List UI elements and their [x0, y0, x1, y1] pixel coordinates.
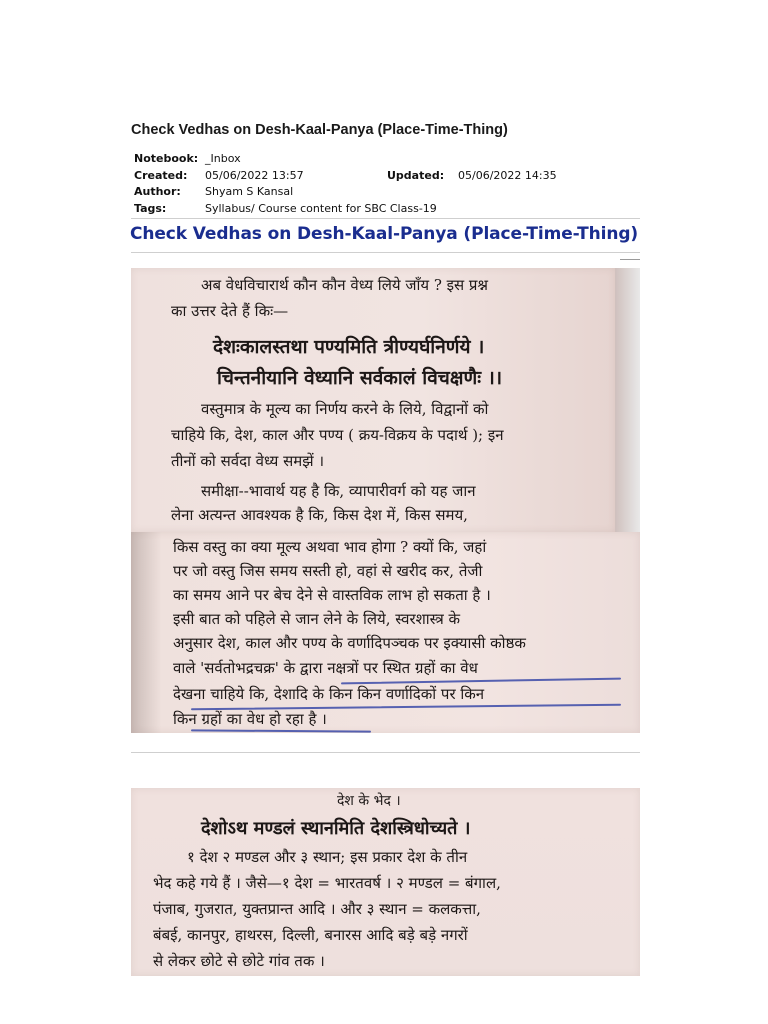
note-heading: Check Vedhas on Desh-Kaal-Panya (Place-Time-Thing) [130, 224, 639, 244]
created-value: 05/06/2022 13:57 [205, 168, 304, 182]
tags-label: Tags: [134, 201, 167, 215]
notebook-label: Notebook: [134, 152, 199, 165]
tags-value: Syllabus/ Course content for SBC Class-19 [205, 201, 437, 215]
scan1-line: का उत्तर देते हैं किः— [171, 302, 289, 320]
scan3-line: पंजाब, गुजरात, युक्तप्रान्त आदि । और ३ स्थान = कलकत्ता, [153, 900, 481, 918]
scan3-line: १ देश २ मण्डल और ३ स्थान; इस प्रकार देश के तीन [187, 848, 468, 866]
scan1-line: वस्तुमात्र के मूल्य का निर्णय करने के लिये, विद्वानों को [201, 400, 489, 418]
scan1-line: समीक्षा--भावार्थ यह है कि, व्यापारीवर्ग को यह जान [201, 482, 476, 500]
scanned-page-excerpt-2 [131, 532, 640, 733]
scan1-page-edge [615, 268, 640, 532]
scan2-line: किस वस्तु का क्या मूल्य अथवा भाव होगा ? क्यों कि, जहां [173, 538, 487, 556]
created-label: Created: [134, 168, 188, 182]
updated-label: Updated: [387, 168, 445, 182]
scan2-line: का समय आने पर बेच देने से वास्तविक लाभ हो सकता है । [173, 586, 491, 604]
scan2-line: किन ग्रहों का वेध हो रहा है । [173, 710, 327, 728]
scan3-line: भेद कहे गये हैं । जैसे—१ देश = भारतवर्ष । २ मण्डल = बंगाल, [153, 874, 501, 892]
scan3-verse-line: देशोऽथ मण्डलं स्थानमिति देशस्त्रिधोच्यते । [201, 818, 471, 839]
scan2-line: देखना चाहिये कि, देशादि के किन किन वर्णादिकों पर किन [173, 685, 485, 703]
metadata-row-notebook [134, 151, 640, 168]
pen-underline [191, 729, 371, 732]
metadata-row-author [134, 184, 640, 201]
scan1-line: तीनों को सर्वदा वेध्य समझें । [171, 452, 325, 470]
scan1-line: अब वेधविचारार्थ कौन कौन वेध्य लिये जाँय ? इस प्रश्न [201, 276, 489, 294]
metadata-row-dates [134, 168, 640, 185]
scan2-line: पर जो वस्तु जिस समय सस्ती हो, वहां से खरीद कर, तेजी [173, 562, 483, 580]
scan1-verse-line: चिन्तनीयानि वेध्यानि सर्वकालं विचक्षणैः ।। [217, 367, 503, 389]
pen-underline [341, 678, 621, 685]
scan1-line: चाहिये कि, देश, काल और पण्य ( क्रय-विक्रय के पदार्थ ); इन [171, 426, 504, 444]
scan3-section-heading: देश के भेद । [337, 793, 401, 809]
updated-value: 05/06/2022 14:35 [458, 168, 557, 182]
pen-underline [191, 704, 621, 711]
heading-divider [131, 252, 640, 253]
scanned-page-excerpt-3 [131, 788, 640, 976]
notebook-value: _Inbox [205, 152, 241, 165]
metadata-divider [131, 218, 640, 219]
scanned-page-excerpt-1 [131, 268, 615, 532]
heading-divider-stub [620, 259, 640, 260]
author-value: Shyam S Kansal [205, 185, 294, 198]
note-title: Check Vedhas on Desh-Kaal-Panya (Place-Time-Thing) [131, 122, 508, 138]
scan2-line: इसी बात को पहिले से जान लेने के लिये, स्वरशास्त्र के [173, 610, 461, 628]
author-label: Author: [134, 185, 181, 198]
scan3-line: से लेकर छोटे से छोटे गांव तक । [153, 952, 325, 970]
scan1-line: लेना अत्यन्त आवश्यक है कि, किस देश में, किस समय, [171, 506, 468, 524]
scan1-verse-line: देशःकालस्तथा पण्यमिति त्रीण्यर्घनिर्णये । [213, 336, 485, 358]
scan2-line: अनुसार देश, काल और पण्य के वर्णादिपञ्चक पर इक्यासी कोष्ठक [173, 634, 526, 652]
metadata-row-tags [134, 201, 640, 218]
scan2-line: वाले 'सर्वतोभद्रचक्र' के द्वारा नक्षत्रों पर स्थित ग्रहों का वेध [173, 659, 478, 677]
image-divider [131, 752, 640, 753]
note-metadata [134, 151, 640, 217]
scan3-line: बंबई, कानपुर, हाथरस, दिल्ली, बनारस आदि बड़े बड़े नगरों [153, 926, 468, 944]
